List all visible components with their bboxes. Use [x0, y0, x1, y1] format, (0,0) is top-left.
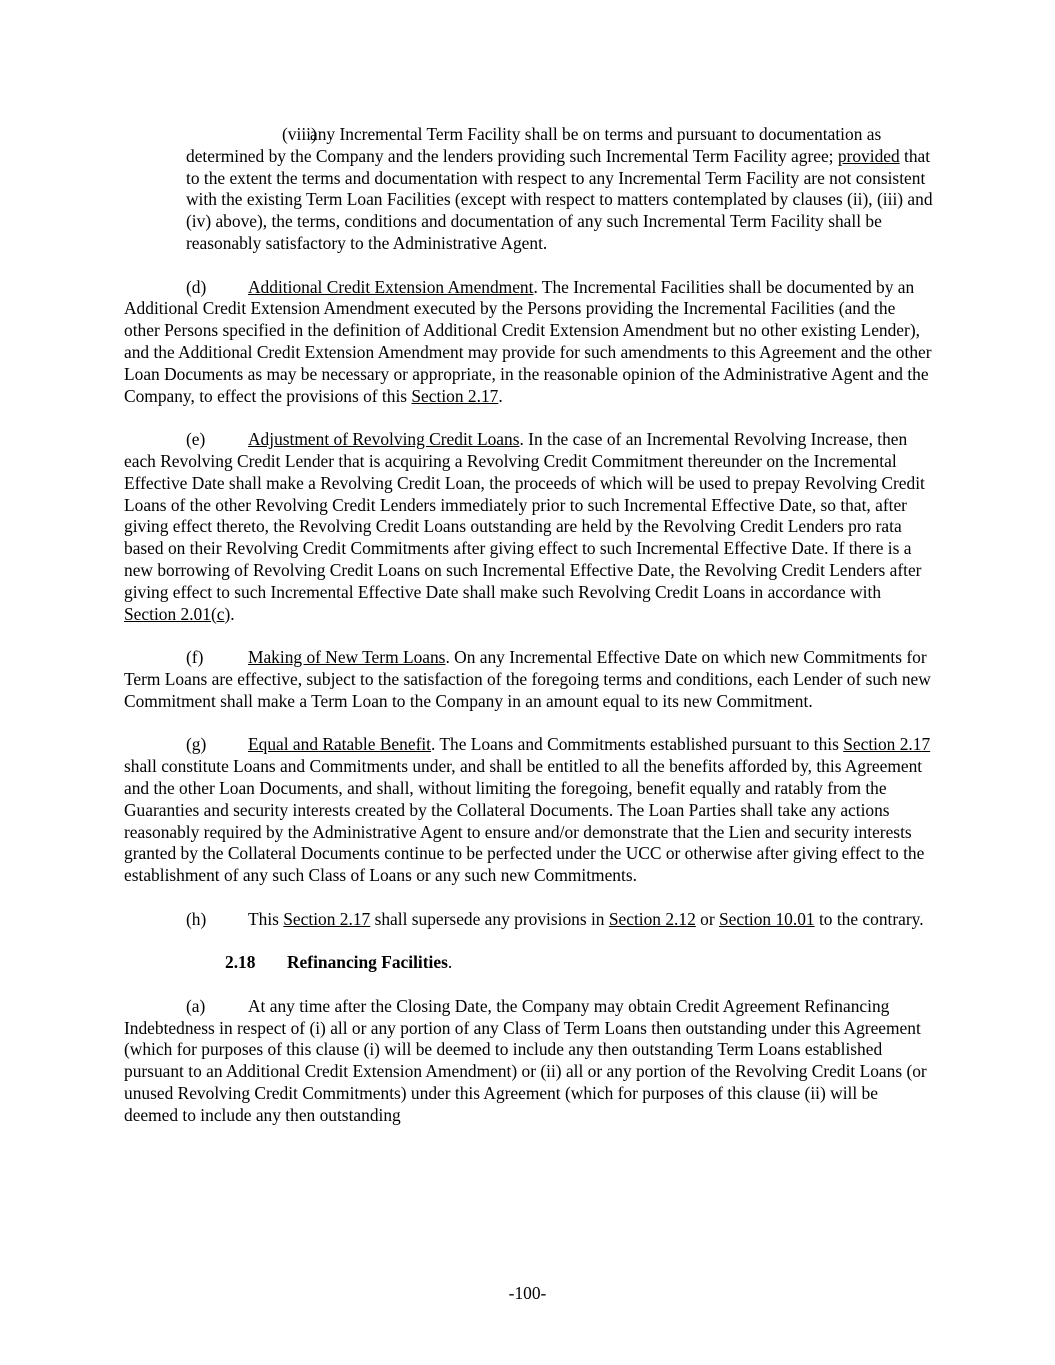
paragraph-text: any Incremental Term Facility shall be on terms and pursuant to documentation as determined by the Company and the lenders providing such Incremental Term Facility agree; [186, 124, 882, 166]
section-reference: Section 2.17 [843, 734, 931, 755]
paragraph-text: . The Incremental Facilities shall be documented by an Additional Credit Extension Amendment executed by the Persons providing the Incremental Facilities (and the other Persons specified in the definition of Additional Credit Extension Amendment but no other existing Lender), and the Additional Credit Extension Amendment may provide for such amendments to this Agreement and the other Loan Documents as may be necessary or appropriate, in the reasonable opinion of the Administrative Agent and the Company, to effect the provisions of this [124, 276, 932, 406]
paragraph-title: Adjustment of Revolving Credit Loans [248, 429, 520, 450]
section-reference: Section 2.12 [608, 908, 696, 929]
paragraph-text: . The Loans and Commitments established pursuant to this [431, 734, 844, 755]
paragraph-number: (g) [186, 734, 207, 755]
paragraph-number: (f) [186, 647, 204, 668]
section-reference: Section 10.01 [718, 908, 815, 929]
paragraph-text: or [695, 908, 719, 929]
paragraph-text: shall supersede any provisions in [370, 908, 609, 929]
section-title-period: . [447, 952, 453, 973]
paragraph-text: This [248, 908, 284, 929]
paragraph-text: shall constitute Loans and Commitments under, and shall be entitled to all the benefits afforded by, this Agreement and the other Loan Documents, and shall, without limiting the foregoing, benefit equally and ratably from the Guaranties and security interests created by the Collateral Documents. The Loan Parties shall take any actions reasonably required by the Administrative Agent to ensure and/or demonstrate that the Lien and security interests granted by the Collateral Documents continue to be perfected under the UCC or otherwise after giving effect to the establishment of any such Class of Loans or any such new Commitments. [124, 756, 925, 886]
paragraph-title: Equal and Ratable Benefit [248, 734, 432, 755]
page-number: -100- [508, 1283, 547, 1303]
paragraph-f [124, 647, 934, 712]
paragraph-h [124, 909, 934, 931]
paragraph-text: . In the case of an Incremental Revolving Increase, then each Revolving Credit Lender that is acquiring a Revolving Credit Commitment thereunder on the Incremental Effective Date shall make a Revolving Credit Loan, the proceeds of which will be used to prepay Revolving Credit Loans of the other Revolving Credit Lenders immediately prior to such Incremental Effective Date, so that, after giving effect thereto, the Revolving Credit Loans outstanding are held by the Revolving Credit Lenders pro rata based on their Revolving Credit Commitments after giving effect to such Incremental Effective Date. If there is a new borrowing of Revolving Credit Loans on such Incremental Effective Date, the Revolving Credit Lenders after giving effect to such Incremental Effective Date shall make such Revolving Credit Loans in accordance with [124, 429, 925, 602]
section-reference: Section 2.17 [283, 908, 371, 929]
paragraph-title: Making of New Term Loans [248, 647, 446, 668]
paragraph-title: Additional Credit Extension Amendment [248, 276, 534, 297]
section-reference: Section 2.17 [411, 385, 499, 406]
section-number: 2.18 [225, 952, 256, 973]
section-title: Refinancing Facilities [287, 952, 448, 973]
paragraph-number: (h) [186, 908, 207, 929]
document-page [124, 124, 934, 1148]
paragraph-text: . [230, 603, 235, 624]
paragraph-g [124, 734, 934, 887]
provided-term: provided [837, 145, 900, 166]
paragraph-text: that to the extent the terms and documentation with respect to any Incremental Term Facility are not consistent with the existing Term Loan Facilities (except with respect to matters contemplated by clauses (ii), (iii) and (iv) above), the terms, conditions and documentation of any such Incremental Term Facility shall be reasonably satisfactory to the Administrative Agent. [186, 145, 933, 253]
paragraph-text: . [498, 385, 503, 406]
paragraph-viii [124, 124, 934, 255]
paragraph-a [124, 996, 934, 1127]
section-reference: Section 2.01(c) [124, 603, 231, 624]
section-heading-2-18 [124, 952, 934, 974]
paragraph-e [124, 429, 934, 625]
paragraph-number: (d) [186, 276, 207, 297]
paragraph-text: . On any Incremental Effective Date on which new Commitments for Term Loans are effective, subject to the satisfaction of the foregoing terms and conditions, each Lender of such new Commitment shall make a Term Loan to the Company in an amount equal to its new Commitment. [124, 647, 931, 711]
paragraph-number: (a) [186, 995, 206, 1016]
paragraph-number: (viii) [282, 124, 317, 144]
paragraph-text: to the contrary. [814, 908, 924, 929]
paragraph-text: At any time after the Closing Date, the Company may obtain Credit Agreement Refinancing Indebtedness in respect of (i) all or any portion of any Class of Term Loans then outstanding under this Agreement (which for purposes of this clause (i) will be deemed to include any then outstanding Term Loans established pursuant to an Additional Credit Extension Amendment) or (ii) all or any portion of the Revolving Credit Loans (or unused Revolving Credit Commitments) under this Agreement (which for purposes of this clause (ii) will be deemed to include any then outstanding [124, 995, 927, 1125]
paragraph-d [124, 277, 934, 408]
paragraph-number: (e) [186, 429, 206, 450]
